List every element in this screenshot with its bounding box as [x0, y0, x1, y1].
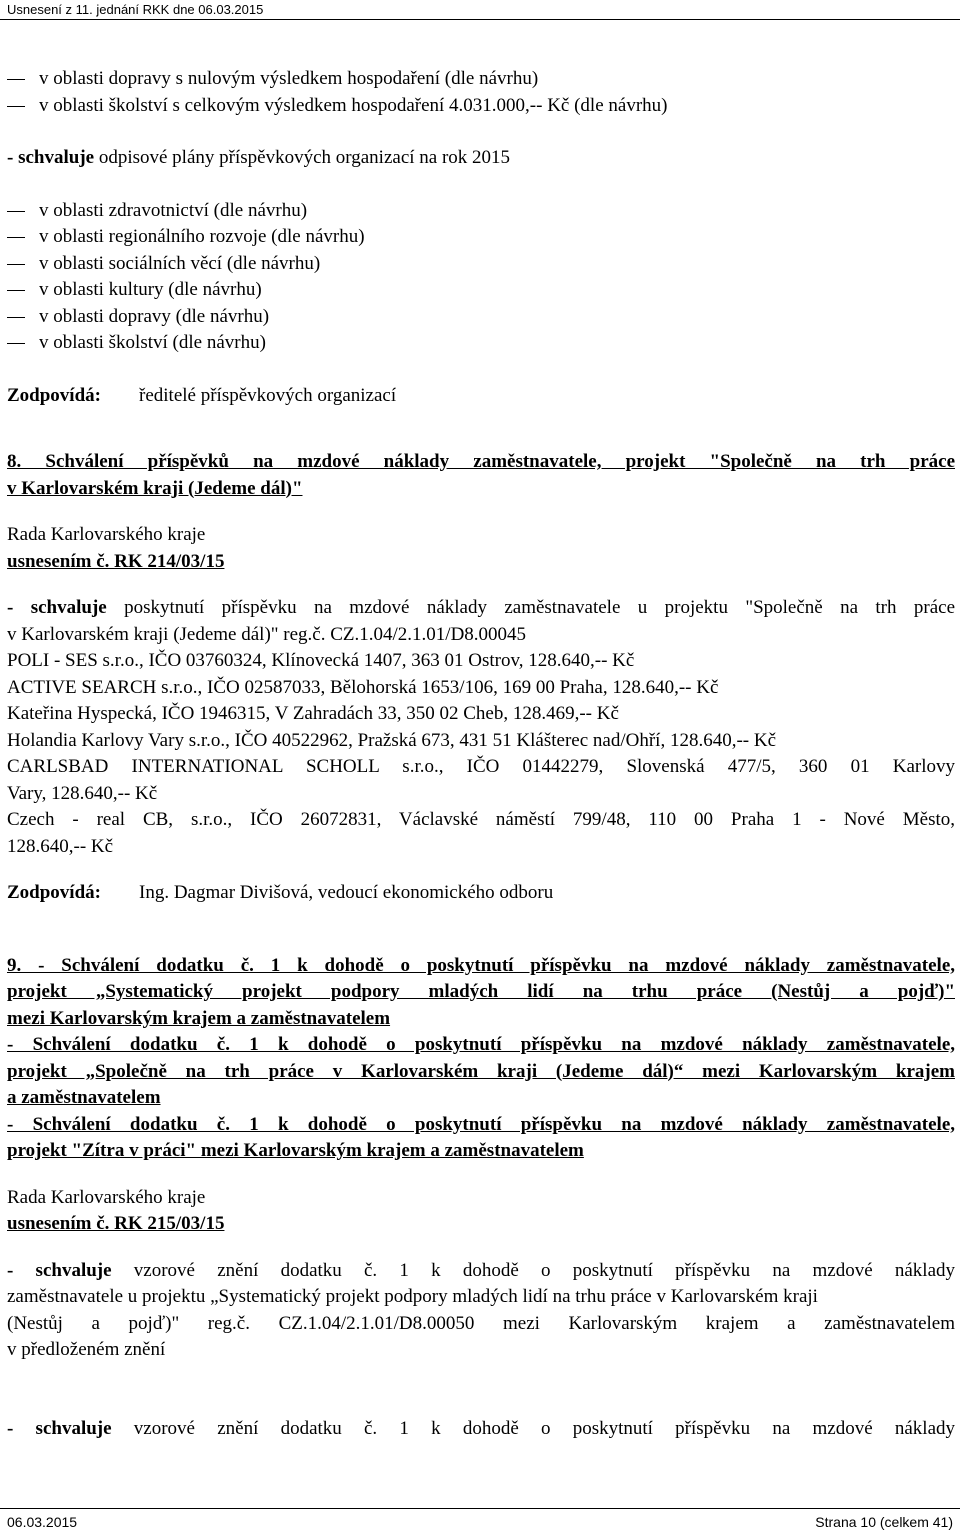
item9-title-line: mezi Karlovarským krajem a zaměstnavatelem	[7, 1007, 391, 1029]
list-item: v oblasti školství s celkovým výsledkem hospodaření 4.031.000,-- Kč (dle návrhu)	[7, 93, 955, 120]
approval-line	[7, 595, 955, 622]
resolution-number: usnesením č. RK 215/03/15	[7, 1213, 225, 1234]
approve-text: vzorové znění dodatku č. 1 k dohodě o poskytnutí příspěvku na mzdové náklady	[111, 1417, 956, 1439]
approval-line: zaměstnavatele u projektu „Systematický projekt podpory mladých lidí na trhu práce v Karlovarském kraji	[7, 1286, 818, 1307]
list-item: v oblasti sociálních věcí (dle návrhu)	[7, 251, 955, 278]
council-name: Rada Karlovarského kraje	[7, 1186, 206, 1208]
resolution-number: usnesením č. RK 214/03/15	[7, 550, 225, 572]
company-line: CARLSBAD INTERNATIONAL SCHOLL s.r.o., IČO 01442279, Slovenská 477/5, 360 01 Karlovy	[7, 756, 955, 777]
approve-keyword: - schvaluje	[7, 1417, 112, 1439]
approval-line	[7, 1416, 955, 1443]
company-line: ACTIVE SEARCH s.r.o., IČO 02587033, Bělohorská 1653/106, 169 00 Praha, 128.640,-- Kč	[7, 676, 719, 698]
list-item: v oblasti kultury (dle návrhu)	[7, 277, 955, 304]
item9-title-line: projekt „Systematický projekt podpory mladých lidí na trhu práce (Nestůj a pojď)"	[7, 981, 955, 1002]
company-line: Holandia Karlovy Vary s.r.o., IČO 40522962, Pražská 673, 431 51 Klášterec nad/Ohří, 128.640,-- Kč	[7, 729, 776, 751]
item8-title-line: 8. Schválení příspěvků na mzdové náklady zaměstnavatele, projekt "Společně na trh práce	[7, 451, 955, 472]
council-name: Rada Karlovarského kraje	[7, 524, 206, 545]
company-line: Kateřina Hyspecká, IČO 1946315, V Zahradách 33, 350 02 Cheb, 128.469,-- Kč	[7, 703, 619, 724]
footer-page-number: Strana 10 (celkem 41)	[815, 1514, 953, 1530]
item9-title-line: projekt "Zítra v práci" mezi Karlovarským krajem a zaměstnavatelem	[7, 1140, 584, 1161]
list-item: v oblasti školství (dle návrhu)	[7, 330, 955, 357]
document-body	[7, 66, 955, 1442]
item8-title-line: v Karlovarském kraji (Jedeme dál)"	[7, 477, 303, 499]
page-footer	[7, 1512, 953, 1534]
header-title: Usnesení z 11. jednání RKK dne 06.03.2015	[7, 2, 264, 17]
approve-text: odpisové plány příspěvkových organizací na rok 2015	[94, 147, 511, 168]
footer-date: 06.03.2015	[7, 1514, 78, 1530]
approval-line: v Karlovarském kraji (Jedeme dál)" reg.č. CZ.1.04/2.1.01/D8.00045	[7, 623, 527, 645]
company-line: Vary, 128.640,-- Kč	[7, 782, 158, 804]
list-item: v oblasti regionálního rozvoje (dle návrhu)	[7, 224, 955, 251]
item9-title-line: projekt „Společně na trh práce v Karlovarském kraji (Jedeme dál)“ mezi Karlovarským krajem	[7, 1060, 955, 1082]
list-item: v oblasti dopravy (dle návrhu)	[7, 304, 955, 331]
approve-keyword: - schvaluje	[7, 1259, 112, 1281]
company-line: 128.640,-- Kč	[7, 835, 114, 857]
page-header	[0, 0, 960, 18]
approval-line: v předloženém znění	[7, 1339, 166, 1360]
list-item: v oblasti dopravy s nulovým výsledkem hospodaření (dle návrhu)	[7, 66, 955, 93]
item9-title-line: 9. - Schválení dodatku č. 1 k dohodě o poskytnutí příspěvku na mzdové náklady zaměstnavatele,	[7, 954, 955, 976]
responsible-label: Zodpovídá:	[7, 384, 101, 406]
company-line: POLI - SES s.r.o., IČO 03760324, Klínovecká 1407, 363 01 Ostrov, 128.640,-- Kč	[7, 650, 635, 671]
responsible-value: ředitelé příspěvkových organizací	[139, 384, 397, 406]
responsible-row	[7, 383, 955, 410]
list-item: v oblasti zdravotnictví (dle návrhu)	[7, 198, 955, 225]
item9-title-line: - Schválení dodatku č. 1 k dohodě o poskytnutí příspěvku na mzdové náklady zaměstnavatele,	[7, 1034, 955, 1055]
approve-keyword: - schvaluje	[7, 597, 107, 618]
approve-text: poskytnutí příspěvku na mzdové náklady zaměstnavatele u projektu "Společně na trh práce	[106, 597, 956, 618]
header-rule	[0, 19, 960, 20]
item9-title-line: - Schválení dodatku č. 1 k dohodě o poskytnutí příspěvku na mzdové náklady zaměstnavatele,	[7, 1113, 955, 1135]
approval-line: (Nestůj a pojď)" reg.č. CZ.1.04/2.1.01/D8.00050 mezi Karlovarským krajem a zaměstnavatelem	[7, 1312, 955, 1334]
responsible-value: Ing. Dagmar Divišová, vedoucí ekonomického odboru	[139, 882, 554, 903]
responsible-label: Zodpovídá:	[7, 882, 101, 903]
responsible-row	[7, 880, 955, 907]
item9-title-line: a zaměstnavatelem	[7, 1087, 161, 1108]
odpis-approval	[7, 145, 955, 172]
company-line: Czech - real CB, s.r.o., IČO 26072831, Václavské náměstí 799/48, 110 00 Praha 1 - Nové Město,	[7, 809, 955, 830]
footer-rule	[0, 1508, 960, 1509]
approve-keyword: - schvaluje	[7, 147, 95, 168]
approval-line	[7, 1258, 955, 1285]
approve-text: vzorové znění dodatku č. 1 k dohodě o poskytnutí příspěvku na mzdové náklady	[111, 1259, 956, 1281]
